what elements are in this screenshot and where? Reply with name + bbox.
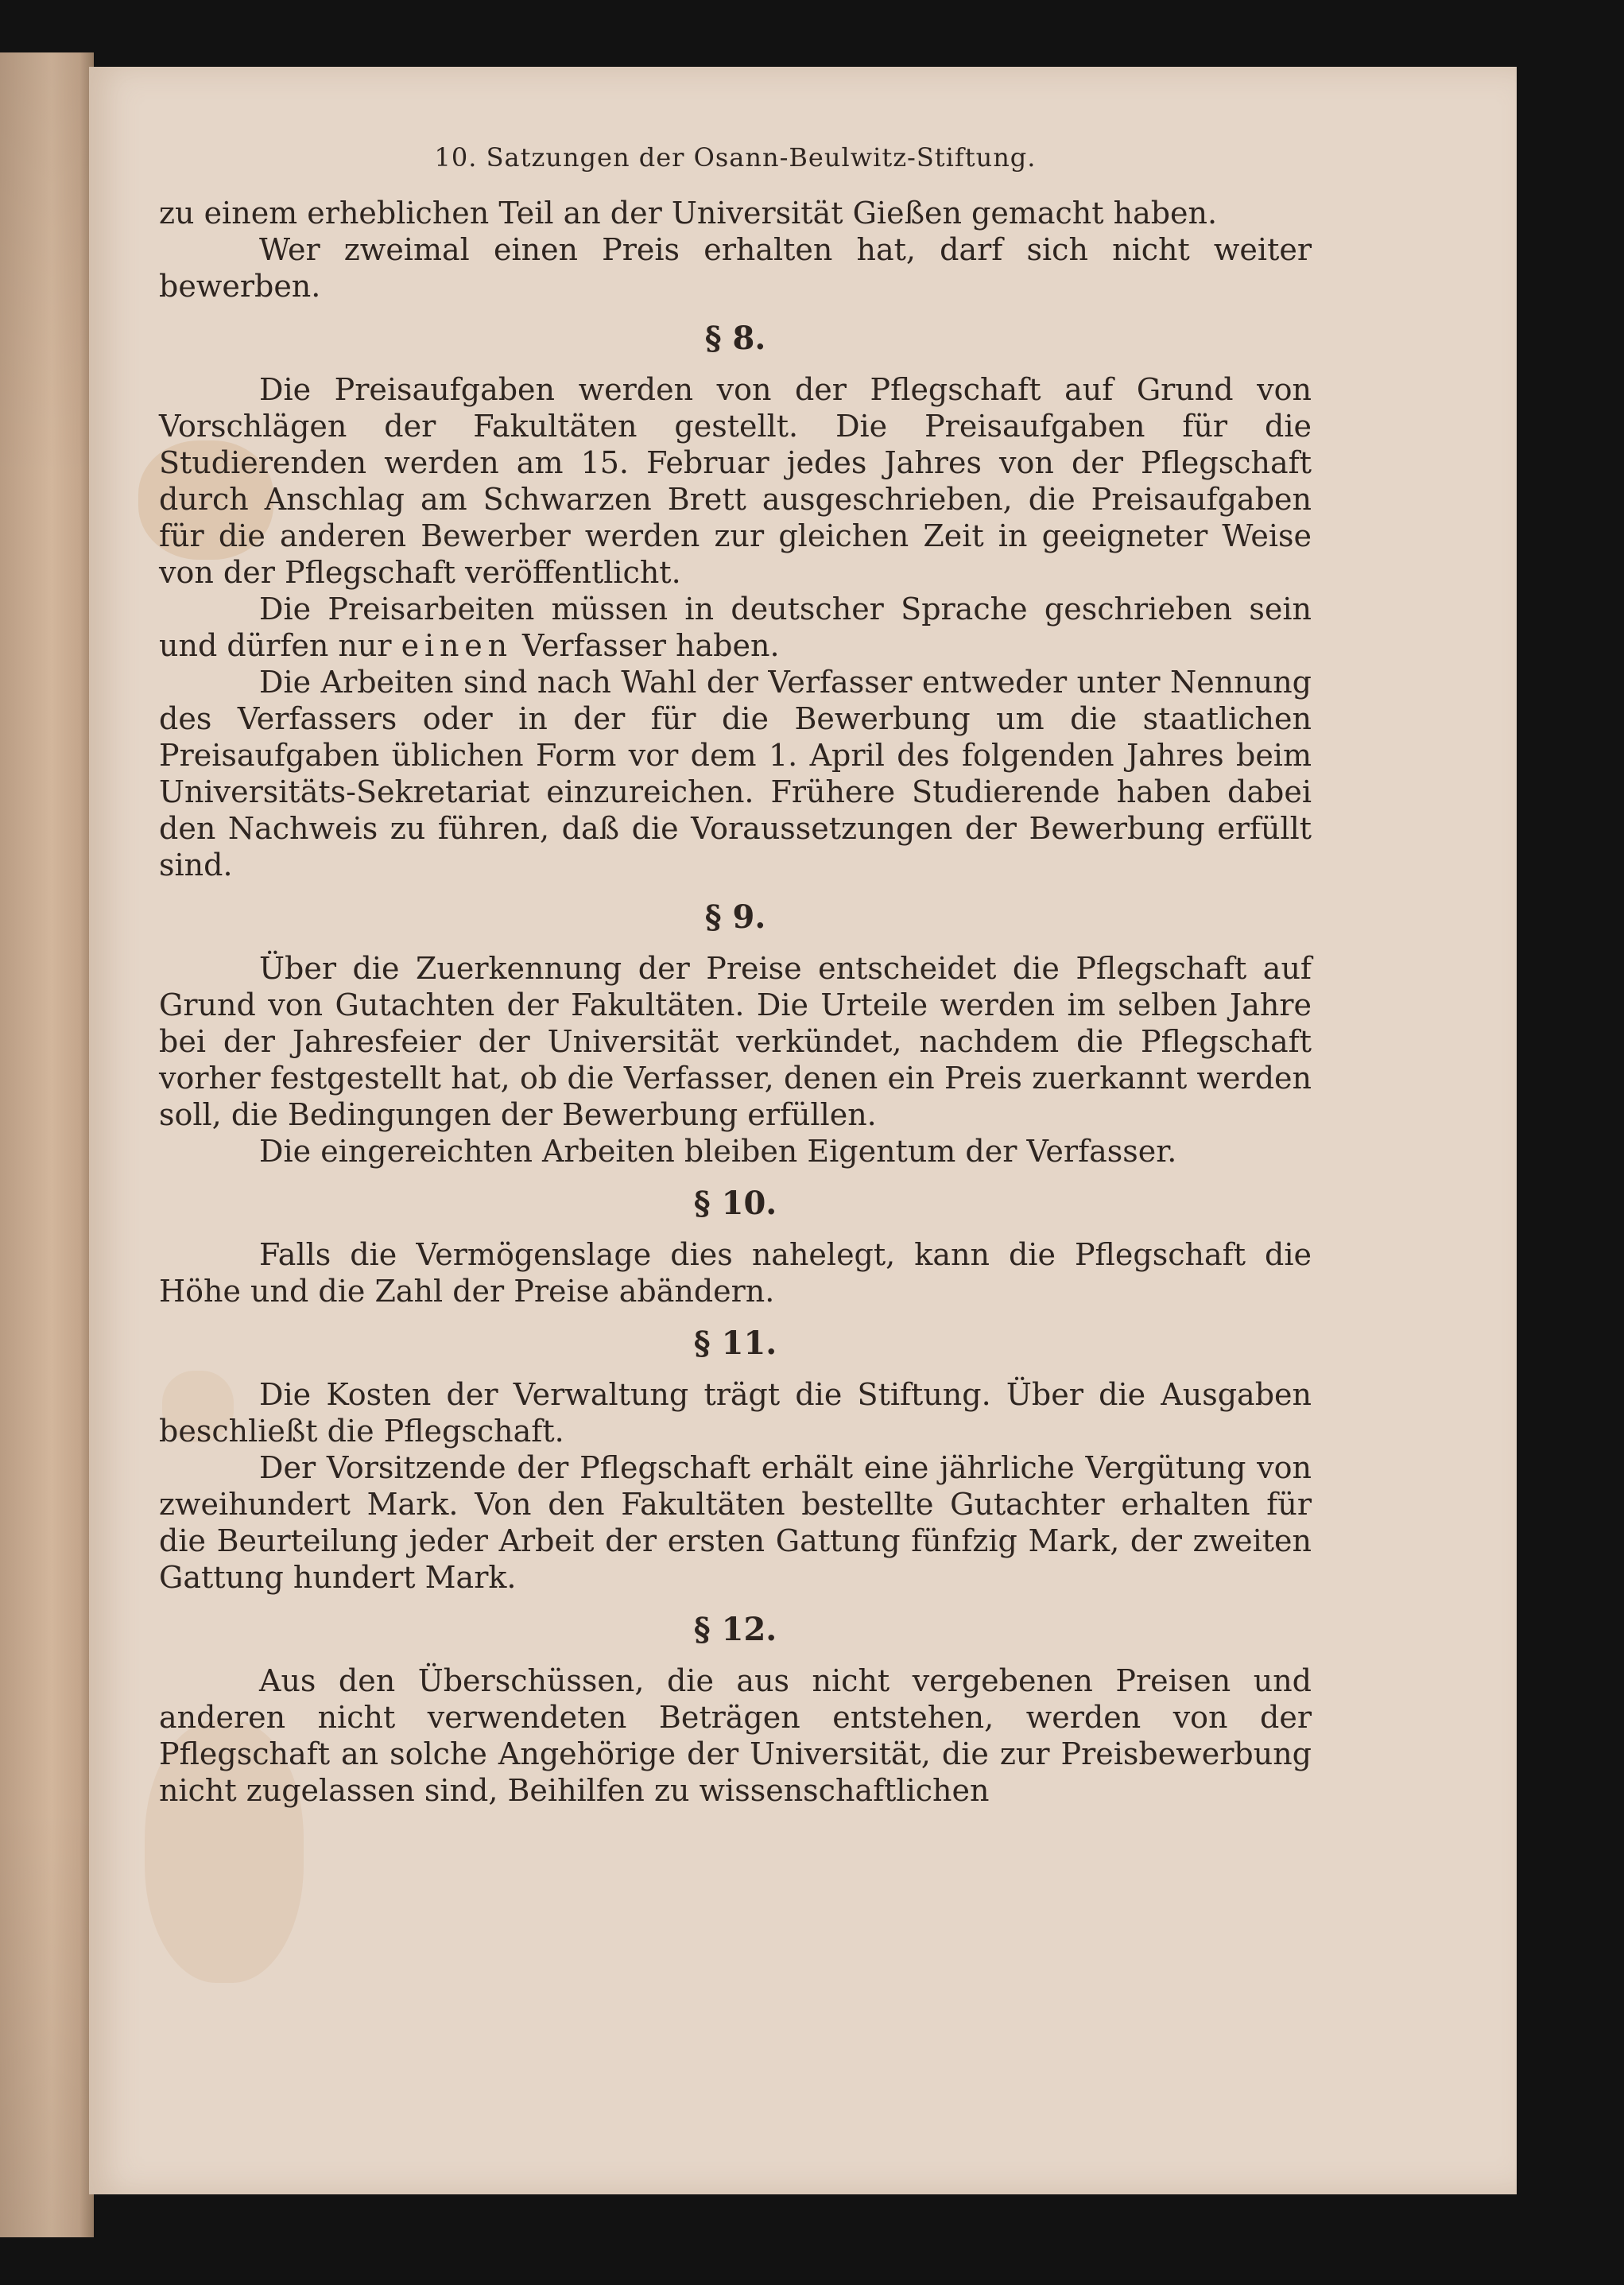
section-heading-9: § 9. [704, 898, 766, 936]
paragraph: Die eingereichten Arbeiten bleiben Eigentum der Verfasser. [259, 1134, 1177, 1169]
paragraph: Die Arbeiten sind nach Wahl der Verfasser entweder unter Nennung des Verfassers oder in der für die Bewerbung um die staatlichen Preisaufgaben üblichen Form vor dem 1. April des folgenden Jahres beim Universitäts-Sekretariat einzureichen. Frühere Studierende haben dabei den Nachweis zu führen, daß die Voraussetzungen der Bewerbung erfüllt sind. [159, 665, 1312, 883]
section-heading-10: § 10. [693, 1185, 777, 1222]
emphasized-word: einen [401, 628, 513, 663]
page-text [159, 139, 1312, 1809]
paragraph: Wer zweimal einen Preis erhalten hat, darf sich nicht weiter bewerben. [159, 232, 1312, 304]
paragraph: Die Kosten der Verwaltung trägt die Stiftung. Über die Ausgaben beschließt die Pflegschaft. [159, 1377, 1312, 1449]
paragraph: Über die Zuerkennung der Preise entscheidet die Pflegschaft auf Grund von Gutachten der Fakultäten. Die Urteile werden im selben Jahre bei der Jahresfeier der Universität verkündet, nachdem die Pflegschaft vorher festgestellt hat, ob die Verfasser, denen ein Preis zuerkannt werden soll, die Bedingungen der Bewerbung erfüllen. [159, 951, 1312, 1132]
paragraph: Die Preisarbeiten müssen in deutscher Sprache geschrieben sein und dürfen nur einen Verfasser haben. [159, 592, 1312, 663]
paragraph: Die Preisaufgaben werden von der Pflegschaft auf Grund von Vorschlägen der Fakultäten gestellt. Die Preisaufgaben für die Studierenden werden am 15. Februar jedes Jahres von der Pflegschaft durch Anschlag am Schwarzen Brett ausgeschrieben, die Preisaufgaben für die anderen Bewerber werden zur gleichen Zeit in geeigneter Weise von der Pflegschaft veröffentlicht. [159, 372, 1312, 590]
paragraph: Aus den Überschüssen, die aus nicht vergebenen Preisen und anderen nicht verwendeten Beträgen entstehen, werden von der Pflegschaft an solche Angehörige der Universität, die zur Preisbewerbung nicht zugelassen sind, Beihilfen zu wissenschaftlichen [159, 1663, 1312, 1808]
section-heading-11: § 11. [693, 1325, 777, 1362]
paragraph: Der Vorsitzende der Pflegschaft erhält eine jährliche Vergütung von zweihundert Mark. Von den Fakultäten bestellte Gutachter erhalten für die Beurteilung jeder Arbeit der ersten Gattung fünfzig Mark, der zweiten Gattung hundert Mark. [159, 1450, 1312, 1595]
paragraph: zu einem erheblichen Teil an der Universität Gießen gemacht haben. [159, 196, 1218, 231]
paragraph: Falls die Vermögenslage dies nahelegt, kann die Pflegschaft die Höhe und die Zahl der Preise abändern. [159, 1237, 1312, 1309]
section-heading-12: § 12. [693, 1611, 777, 1648]
running-header: 10. Satzungen der Osann-Beulwitz-Stiftung. [434, 142, 1037, 173]
section-heading-8: § 8. [704, 320, 766, 357]
left-page-edge [0, 52, 94, 2237]
